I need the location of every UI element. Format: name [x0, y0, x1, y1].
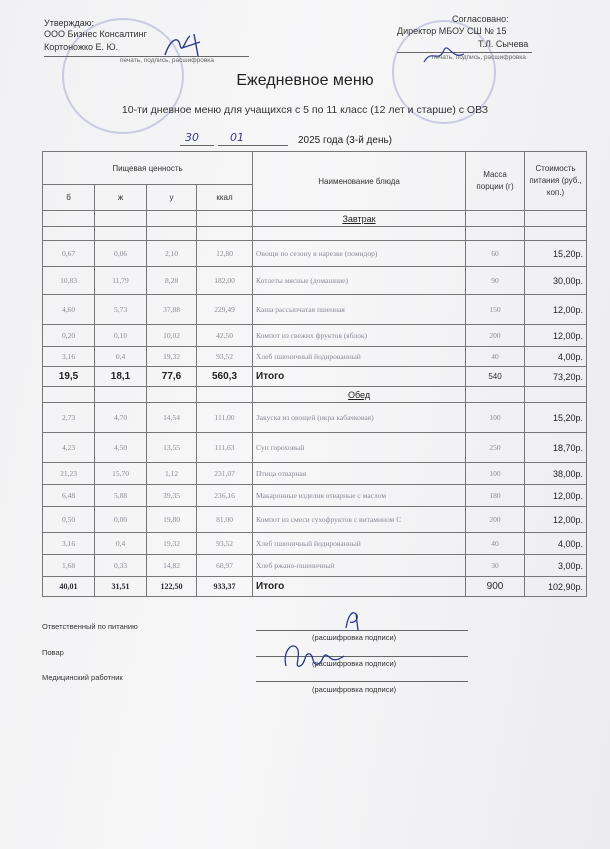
cell-u: 2,10 [147, 241, 197, 267]
cell-dish: Овощи по сезону в нарезке (помидор) [253, 241, 466, 267]
page-subtitle: 10-ти дневное меню для учащихся с 5 по 11 класс (12 лет и старше) с ОВЗ [121, 104, 489, 116]
breakfast-total-row [43, 367, 587, 387]
cell-b: 21,23 [43, 463, 95, 485]
cell-kcal: 68,97 [197, 555, 253, 577]
total-zh: 18,1 [95, 367, 147, 387]
cell-b: 2,73 [43, 403, 95, 433]
zh-header: ж [95, 185, 147, 211]
cell-kcal: 111,00 [197, 403, 253, 433]
cell-kcal: 229,49 [197, 295, 253, 325]
cell-b: 0,20 [43, 325, 95, 347]
cell-dish: Хлеб ржано-пшеничный [253, 555, 466, 577]
cell-zh: 0,06 [95, 241, 147, 267]
cell-u: 14,54 [147, 403, 197, 433]
cell-dish: Хлеб пшеничный йодированный [253, 533, 466, 555]
cost-header: Стоимость питания (руб., коп.) [525, 152, 587, 211]
cell-b: 3,16 [43, 533, 95, 555]
agree-signature [420, 40, 470, 70]
cell-kcal: 42,50 [197, 325, 253, 347]
total-b: 40,01 [43, 577, 95, 597]
cell-b: 4,60 [43, 295, 95, 325]
cell-u: 19,32 [147, 347, 197, 367]
cell-kcal: 12,80 [197, 241, 253, 267]
cell-mass: 40 [466, 533, 525, 555]
approve-org: ООО Бизнес Консалтинг [44, 29, 147, 39]
cell-mass: 180 [466, 485, 525, 507]
cell-dish: Макаронные изделия отварные с маслом [253, 485, 466, 507]
cell-dish: Каша рассыпчатая пшенная [253, 295, 466, 325]
cell-dish: Суп гороховый [253, 433, 466, 463]
date-month: 01 [230, 131, 244, 144]
cell-zh: 0,4 [95, 533, 147, 555]
cell-cost: 12,00р. [525, 507, 587, 533]
cell-cost: 4,00р. [525, 347, 587, 367]
approve-name: Кортоножко Е. Ю. [44, 42, 119, 52]
approve-signature [160, 30, 210, 60]
medic-line [256, 681, 468, 682]
cell-dish: Котлеты мясные (домашние) [253, 267, 466, 295]
cook-signature [280, 636, 350, 676]
total-label: Итого [253, 577, 466, 597]
table-row [43, 347, 587, 367]
agree-title: Согласовано: [452, 14, 509, 24]
cell-mass: 100 [466, 463, 525, 485]
total-b: 19,5 [43, 367, 95, 387]
cell-b: 6,48 [43, 485, 95, 507]
cell-mass: 200 [466, 325, 525, 347]
total-zh: 31,51 [95, 577, 147, 597]
cell-b: 4,23 [43, 433, 95, 463]
lunch-total-row [43, 577, 587, 597]
cell-zh: 0,33 [95, 555, 147, 577]
cell-cost: 4,00р. [525, 533, 587, 555]
approve-title: Утверждаю: [44, 18, 95, 28]
total-cost: 102,90р. [525, 577, 587, 597]
cell-mass: 200 [466, 507, 525, 533]
cell-cost: 18,70р. [525, 433, 587, 463]
approve-caption: печать, подпись, расшифровка [120, 57, 214, 64]
dish-header: Наименование блюда [253, 152, 466, 211]
cell-kcal: 231,07 [197, 463, 253, 485]
cell-dish: Закуска из овощей (икра кабачковая) [253, 403, 466, 433]
cell-u: 19,80 [147, 507, 197, 533]
responsible-decode: (расшифровка подписи) [312, 633, 397, 642]
breakfast-label: Завтрак [253, 211, 466, 227]
cell-dish: Птица отварная [253, 463, 466, 485]
cell-mass: 100 [466, 403, 525, 433]
cell-u: 10,02 [147, 325, 197, 347]
cell-b: 10,83 [43, 267, 95, 295]
table-row [43, 533, 587, 555]
cell-cost: 12,00р. [525, 325, 587, 347]
cell-kcal: 182,00 [197, 267, 253, 295]
total-mass: 900 [466, 577, 525, 597]
cell-cost: 15,20р. [525, 241, 587, 267]
total-u: 77,6 [147, 367, 197, 387]
table-row [43, 507, 587, 533]
medic-label: Медицинский работник [42, 673, 123, 682]
cell-cost: 30,00р. [525, 267, 587, 295]
b-header: б [43, 185, 95, 211]
cell-cost: 38,00р. [525, 463, 587, 485]
header-row-1 [43, 152, 587, 185]
total-mass: 540 [466, 367, 525, 387]
cell-mass: 90 [466, 267, 525, 295]
cell-mass: 250 [466, 433, 525, 463]
cook-label: Повар [42, 648, 64, 657]
cell-cost: 15,20р. [525, 403, 587, 433]
cell-mass: 40 [466, 347, 525, 367]
medic-decode: (расшифровка подписи) [312, 685, 397, 694]
table-row [43, 403, 587, 433]
cell-zh: 11,79 [95, 267, 147, 295]
page-title: Ежедневное меню [236, 72, 374, 89]
empty-row [43, 227, 587, 241]
cell-kcal: 93,52 [197, 533, 253, 555]
table-row [43, 463, 587, 485]
lunch-label: Обед [253, 387, 466, 403]
total-kcal: 560,3 [197, 367, 253, 387]
cell-u: 39,35 [147, 485, 197, 507]
cell-u: 37,88 [147, 295, 197, 325]
responsible-signature [338, 606, 368, 632]
table-row [43, 241, 587, 267]
table-row [43, 267, 587, 295]
cell-zh: 5,73 [95, 295, 147, 325]
cell-dish: Хлеб пшеничный йодированный [253, 347, 466, 367]
cell-zh: 0,10 [95, 325, 147, 347]
mass-header: Масса порции (г) [466, 152, 525, 211]
agree-caption: печать, подпись, расшифровка [432, 54, 526, 61]
cell-kcal: 93,52 [197, 347, 253, 367]
cell-dish: Компот из смеси сухофруктов с витамином С [253, 507, 466, 533]
total-label: Итого [253, 367, 466, 387]
table-row [43, 433, 587, 463]
cell-kcal: 81,00 [197, 507, 253, 533]
total-kcal: 933,37 [197, 577, 253, 597]
cell-b: 0,50 [43, 507, 95, 533]
cell-b: 3,16 [43, 347, 95, 367]
agree-role: Директор МБОУ СШ № 15 [397, 26, 507, 36]
menu-table [42, 151, 587, 597]
cell-cost: 12,00р. [525, 485, 587, 507]
u-header: у [147, 185, 197, 211]
cell-cost: 12,00р. [525, 295, 587, 325]
cell-mass: 150 [466, 295, 525, 325]
cell-cost: 3,00р. [525, 555, 587, 577]
cell-zh: 5,88 [95, 485, 147, 507]
total-u: 122,50 [147, 577, 197, 597]
lunch-section-row [43, 387, 587, 403]
cell-mass: 30 [466, 555, 525, 577]
cell-zh: 4,70 [95, 403, 147, 433]
cell-zh: 0,4 [95, 347, 147, 367]
cell-u: 1,12 [147, 463, 197, 485]
cell-b: 0,67 [43, 241, 95, 267]
cell-kcal: 236,16 [197, 485, 253, 507]
cell-zh: 0,00 [95, 507, 147, 533]
responsible-label: Ответственный по питанию [42, 622, 138, 631]
agree-name: Т.Л. Сычева [478, 39, 529, 49]
cell-dish: Компот из свежих фруктов (яблок) [253, 325, 466, 347]
cell-u: 8,28 [147, 267, 197, 295]
date-day-line [180, 145, 214, 146]
cell-u: 14,82 [147, 555, 197, 577]
table-row [43, 485, 587, 507]
cell-zh: 4,50 [95, 433, 147, 463]
table-row [43, 325, 587, 347]
total-cost: 73,20р. [525, 367, 587, 387]
cell-b: 1,68 [43, 555, 95, 577]
cell-mass: 60 [466, 241, 525, 267]
table-row [43, 295, 587, 325]
date-month-line [218, 145, 288, 146]
cell-u: 19,32 [147, 533, 197, 555]
table-row [43, 555, 587, 577]
kcal-header: ккал [197, 185, 253, 211]
cell-u: 13,55 [147, 433, 197, 463]
date-day: 30 [185, 131, 199, 144]
date-rest: 2025 года (3-й день) [298, 135, 393, 146]
cell-zh: 15,70 [95, 463, 147, 485]
nutrition-header: Пищевая ценность [43, 152, 253, 185]
breakfast-section-row [43, 211, 587, 227]
cell-kcal: 111,63 [197, 433, 253, 463]
cook-decode: (расшифровка подписи) [312, 659, 397, 668]
